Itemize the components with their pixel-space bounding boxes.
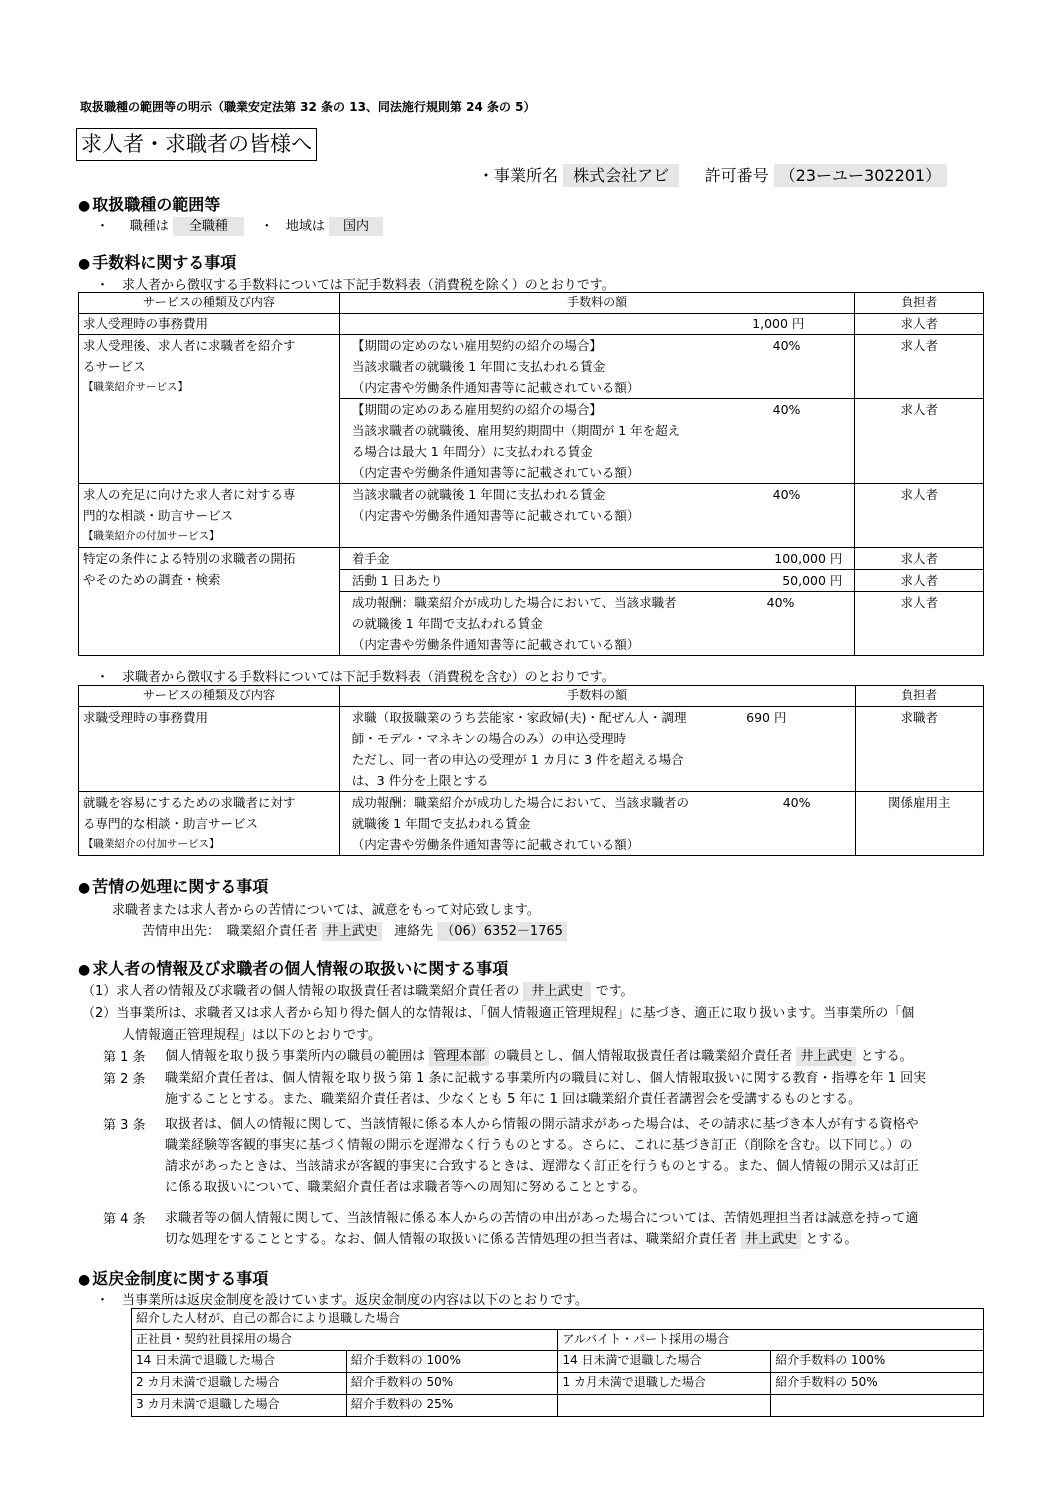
refund-table [131,1308,984,1417]
fee-cell: 当該求職者の就職後 1 年間に支払われる賃金 （内定書や労働条件通知書等に記載されている額） 40% [339,484,855,548]
table-row: 14 日未満で退職した場合 紹介手数料の 100% 14 日未満で退職した場合 紹介手数料の 100% [132,1351,984,1373]
payer-cell: 求人者 [855,548,984,570]
permit-label: 許可番号 [704,166,769,185]
table-row [79,314,984,335]
dept-name: 管理本部 [429,1047,489,1066]
office-name-label: ・事業所名 [478,166,559,185]
service-cell: 求人の充足に向けた求人者に対する専 門的な相談・助言サービス 【職業紹介の付加サービス】 [79,484,340,548]
refund-right-header: アルバイト・パート採用の場合 [558,1330,984,1351]
job-label: 職種は [129,219,169,234]
office-name: 株式会社アビ [563,164,679,187]
service-cell: 求人受理後、求人者に求職者を紹介す るサービス 【職業紹介サービス】 [79,335,340,484]
complaints-line: 求職者または求人者からの苦情については、誠意をもって対応致します。 [112,903,540,918]
fee-cell: 求職（取扱職業のうち芸能家・家政婦(夫)・配ぜん人・調理 師・モデル・マネキンの場合のみ）の申込受理時 ただし、同一者の申込の受理が 1 カ月に 3 件を超える場合 は、3 件分を上限とする 690 円 [339,707,855,792]
bullet-icon: ● [78,1272,91,1288]
privacy-p1: （1）求人者の情報及び求職者の個人情報の取扱責任者は職業紹介責任者の 井上武史 です。 [82,984,634,999]
seeker-fee-table [78,685,984,856]
fee-cell: 成功報酬：職業紹介が成功した場合において、当該求職者の 就職後 1 年間で支払われる賃金 （内定書や労働条件通知書等に記載されている額） 40% [339,792,855,856]
permit-number: （23ーユー302201） [774,164,947,187]
area-label: 地域は [285,219,325,234]
employer-fee-table [78,292,984,656]
header-note: 取扱職種の範囲等の明示（職業安定法第 32 条の 13、同法施行規則第 24 条の 5） [80,100,536,114]
payer-cell: 求人者 [855,399,984,484]
payer-cell: 関係雇用主 [855,792,984,856]
complaints-heading: ● 苦情の処理に関する事項 [78,877,269,896]
bullet-icon: ● [78,198,91,214]
refund-heading: ● 返戻金制度に関する事項 [78,1269,269,1288]
fee-cell: 【期間の定めのない雇用契約の紹介の場合】 当該求職者の就職後 1 年間に支払われる賃金 （内定書や労働条件通知書等に記載されている額） 40% [339,335,855,399]
col-header-fee: 手数料の額 [339,293,855,314]
contact-name: 井上武史 [322,922,382,941]
table-row [79,707,984,792]
service-cell: 就職を容易にするための求職者に対す る専門的な相談・助言サービス 【職業紹介の付加サービス】 [79,792,340,856]
table-row [79,792,984,856]
table-row [79,335,984,399]
complaints-contact: 苦情申出先： 職業紹介責任者 井上武史 連絡先 （06）6352－1765 [142,920,567,939]
refund-intro: ・ 当事業所は返戻金制度を設けています。返戻金制度の内容は以下のとおりです。 [96,1293,588,1308]
contact-phone: （06）6352－1765 [437,922,567,941]
fee-cell: 成功報酬：職業紹介が成功した場合において、当該求職者 の就職後 1 年間で支払われる賃金 （内定書や労働条件通知書等に記載されている額） 40% [339,592,855,656]
table-row: 2 カ月未満で退職した場合 紹介手数料の 50% 1 カ月未満で退職した場合 紹介手数料の 50% [132,1373,984,1395]
scope-heading: ● 取扱職種の範囲等 [78,195,221,214]
fee-cell: 着手金 100,000 円 [339,548,855,570]
employer-fee-intro: ・ 求人者から徴収する手数料については下記手数料表（消費税を除く）のとおりです。 [96,278,615,293]
refund-caption: 紹介した人材が、自己の都合により退職した場合 [132,1309,984,1330]
payer-cell: 求人者 [855,592,984,656]
privacy-p2-l2: 人情報適正管理規程」は以下のとおりです。 [122,1028,381,1043]
payer-cell: 求人者 [855,314,984,335]
service-cell: 求人受理時の事務費用 [79,314,340,335]
manager-name: 井上武史 [796,1047,856,1066]
privacy-heading: ● 求人者の情報及び求職者の個人情報の取扱いに関する事項 [78,959,509,978]
fees-heading: ● 手数料に関する事項 [78,253,237,272]
privacy-manager-name: 井上武史 [523,982,591,1001]
col-header-service: サービスの種類及び内容 [79,686,340,707]
bullet-icon: ● [78,962,91,978]
service-cell: 特定の条件による特別の求職者の開拓 やそのための調査・検索 [79,548,340,656]
fee-cell: 1,000 円 [339,314,855,335]
privacy-p2-l1: （2）当事業所は、求職者又は求人者から知り得た個人的な情報は、「個人情報適正管理規程」に基づき、適正に取り扱います。当事業所の「個 [82,1006,915,1021]
col-header-payer: 負担者 [855,293,984,314]
payer-cell: 求人者 [855,484,984,548]
payer-cell: 求職者 [855,707,984,792]
job-value: 全職種 [173,217,244,236]
fee-cell: 活動 1 日あたり 50,000 円 [339,570,855,592]
office-info [478,163,947,186]
bullet-icon: ● [78,880,91,896]
table-row: 3 カ月未満で退職した場合 紹介手数料の 25% [132,1395,984,1417]
fee-cell: 【期間の定めのある雇用契約の紹介の場合】 当該求職者の就職後、雇用契約期間中（期間が 1 年を超え る場合は最大 1 年間分）に支払われる賃金 （内定書や労働条件通知書等に記載されている額） 40% [339,399,855,484]
manager-name: 井上武史 [741,1230,801,1249]
col-header-payer: 負担者 [855,686,984,707]
table-row [79,548,984,570]
col-header-service: サービスの種類及び内容 [79,293,340,314]
bullet-icon: ● [78,256,91,272]
payer-cell: 求人者 [855,335,984,399]
area-value: 国内 [329,217,383,236]
payer-cell: 求人者 [855,570,984,592]
seeker-fee-intro: ・ 求職者から徴収する手数料については下記手数料表（消費税を含む）のとおりです。 [96,670,615,685]
col-header-fee: 手数料の額 [339,686,855,707]
scope-line: ・ 職種は 全職種 ・ 地域は 国内 [96,215,383,234]
page-title: 求人者・求職者の皆様へ [76,128,317,161]
service-cell: 求職受理時の事務費用 [79,707,340,792]
refund-left-header: 正社員・契約社員採用の場合 [132,1330,558,1351]
table-row [79,484,984,548]
